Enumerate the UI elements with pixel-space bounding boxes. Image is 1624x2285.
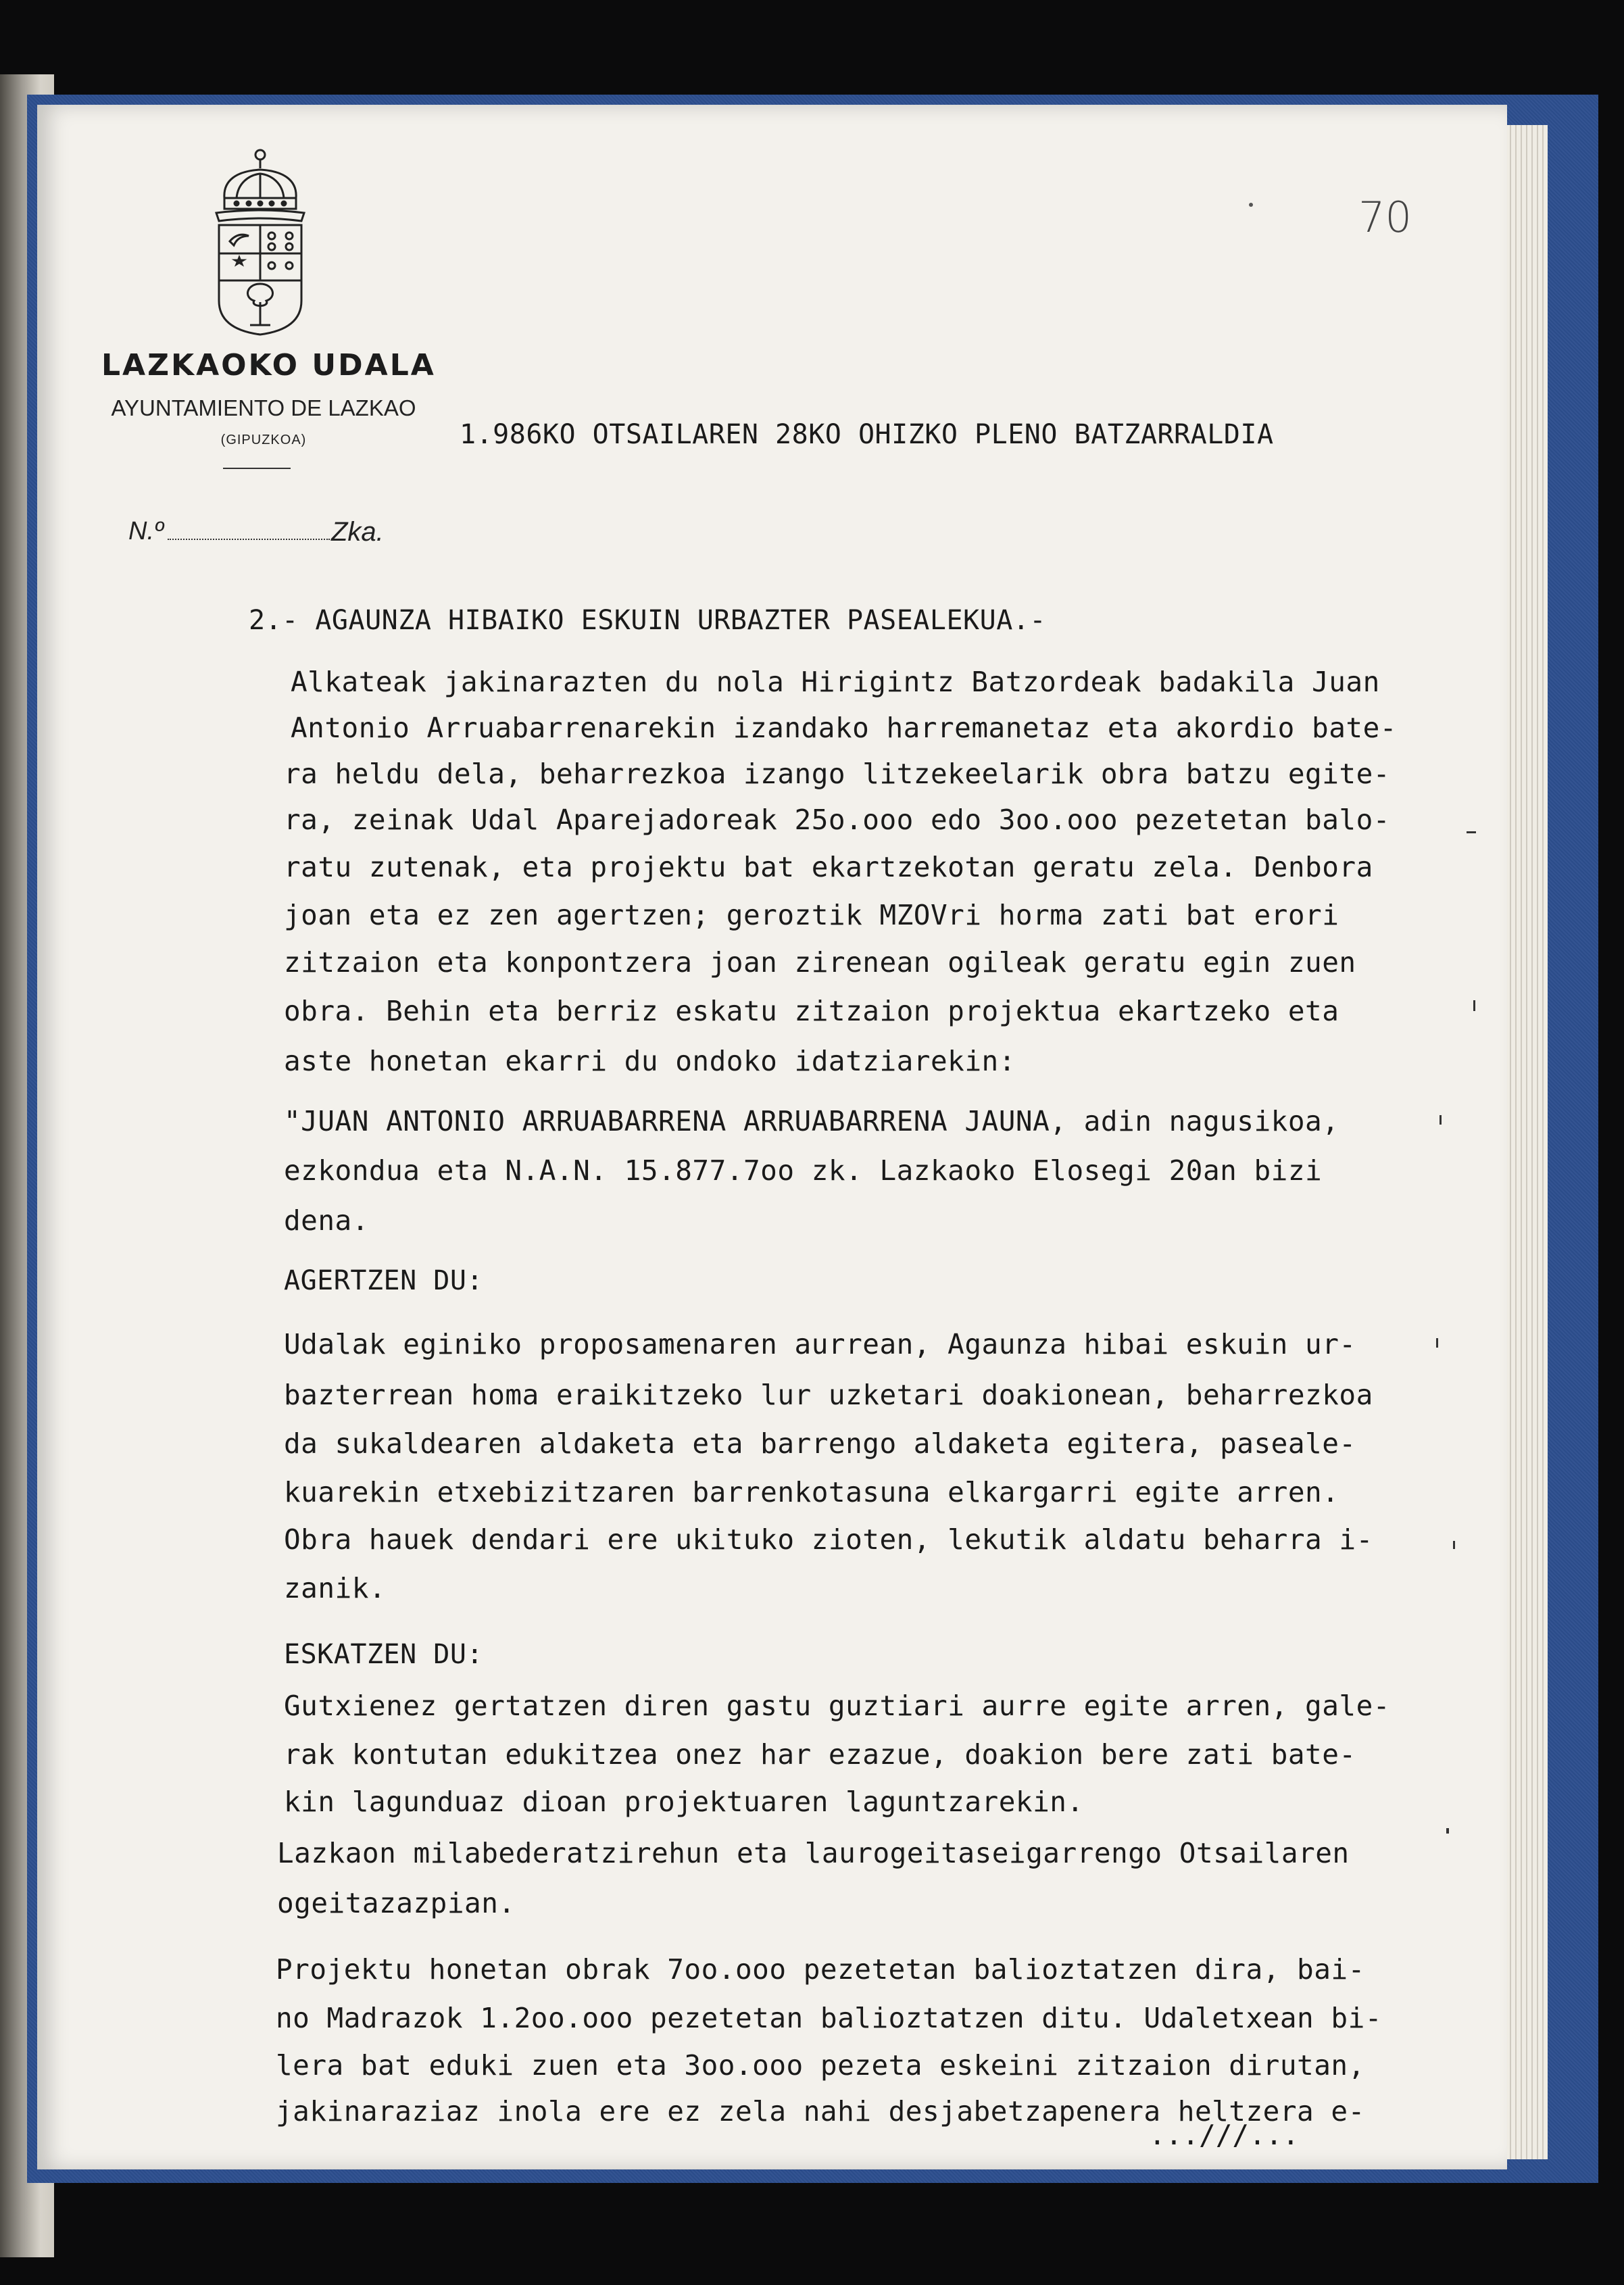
paragraph1-line: joan eta ez zen agertzen; geroztik MZOVri horma zati bat erori xyxy=(284,899,1339,931)
closing-line: ogeitazazpian. xyxy=(277,1887,516,1919)
paragraph1-line: Alkateak jakinarazten du nola Hirigintz Batzordeak badakila Juan xyxy=(291,666,1380,698)
paragraph1-line: zitzaion eta konpontzera joan zirenean ogileak geratu egin zuen xyxy=(284,946,1356,979)
number-line xyxy=(168,539,330,540)
quote-intro-line: ezkondua eta N.A.N. 15.877.7oo zk. Lazkaoko Elosegi 20an bizi xyxy=(284,1154,1323,1187)
agertzen-heading: AGERTZEN DU: xyxy=(284,1265,483,1296)
paragraph1-line: ra, zeinak Udal Aparejadoreak 25o.ooo edo 3oo.ooo pezetetan balo- xyxy=(284,804,1390,836)
coat-of-arms-icon xyxy=(210,145,311,338)
agertzen-line: zanik. xyxy=(284,1572,387,1604)
eskatzen-line: rak kontutan edukitzea onez har ezazue, doakion bere zati bate- xyxy=(284,1738,1356,1771)
section-heading: 2.- AGAUNZA HIBAIKO ESKUIN URBAZTER PASEALEKUA.- xyxy=(249,605,1046,636)
agertzen-line: kuarekin etxebizitzaren barrenkotasuna elkargarri egite arren. xyxy=(284,1476,1339,1508)
agertzen-line: bazterrean homa eraikitzeko lur uzketari doakionean, beharrezkoa xyxy=(284,1379,1373,1411)
org-subtitle: AYUNTAMIENTO DE LAZKAO xyxy=(111,395,416,420)
final-line: lera bat eduki zuen eta 3oo.ooo pezeta eskeini zitzaion dirutan, xyxy=(276,2049,1365,2082)
final-line: no Madrazok 1.2oo.ooo pezetetan balioztatzen ditu. Udaletxean bi- xyxy=(276,2002,1382,2034)
continuation-mark: ...///... xyxy=(1149,2119,1300,2151)
final-line: jakinaraziaz inola ere ez zela nahi desjabetzapenera heltzera e- xyxy=(276,2095,1365,2128)
paragraph1-line: Antonio Arruabarrenarekin izandako harremanetaz eta akordio bate- xyxy=(291,712,1397,744)
ink-dot xyxy=(1249,203,1253,207)
agertzen-line: da sukaldearen aldaketa eta barrengo aldaketa egitera, paseale- xyxy=(284,1427,1356,1460)
eskatzen-heading: ESKATZEN DU: xyxy=(284,1639,483,1670)
page-number: 70 xyxy=(1358,193,1412,242)
agertzen-line: Udalak eginiko proposamenaren aurrean, Agaunza hibai eskuin ur- xyxy=(284,1328,1356,1360)
quote-intro-line: "JUAN ANTONIO ARRUABARRENA ARRUABARRENA JAUNA, adin nagusikoa, xyxy=(284,1105,1339,1137)
paragraph1-line: ra heldu dela, beharrezkoa izango litzekeelarik obra batzu egite- xyxy=(284,758,1390,790)
number-label: N.º xyxy=(128,517,164,545)
paragraph1-line: aste honetan ekarri du ondoko idatziarekin: xyxy=(284,1045,1016,1077)
org-region: (GIPUZKOA) xyxy=(220,433,307,447)
eskatzen-line: Gutxienez gertatzen diren gastu guztiari aurre egite arren, gale- xyxy=(284,1690,1390,1722)
quote-intro-line: dena. xyxy=(284,1204,369,1237)
zka-label: Zka. xyxy=(331,517,384,547)
agertzen-line: Obra hauek dendari ere ukituko zioten, lekutik aldatu beharra i- xyxy=(284,1523,1373,1556)
final-line: Projektu honetan obrak 7oo.ooo pezetetan balioztatzen dira, bai- xyxy=(276,1953,1365,1986)
closing-line: Lazkaon milabederatzirehun eta laurogeitaseigarrengo Otsailaren xyxy=(277,1837,1350,1869)
eskatzen-line: kin lagunduaz dioan projektuaren laguntzarekin. xyxy=(284,1786,1084,1818)
paragraph1-line: obra. Behin eta berriz eskatu zitzaion projektua ekartzeko eta xyxy=(284,995,1339,1027)
paragraph1-line: ratu zutenak, eta projektu bat ekartzekotan geratu zela. Denbora xyxy=(284,851,1373,883)
document-title: 1.986KO OTSAILAREN 28KO OHIZKO PLENO BATZARRALDIA xyxy=(460,419,1274,450)
org-name: LAZKAOKO UDALA xyxy=(101,348,436,383)
letterhead-divider xyxy=(223,468,291,469)
